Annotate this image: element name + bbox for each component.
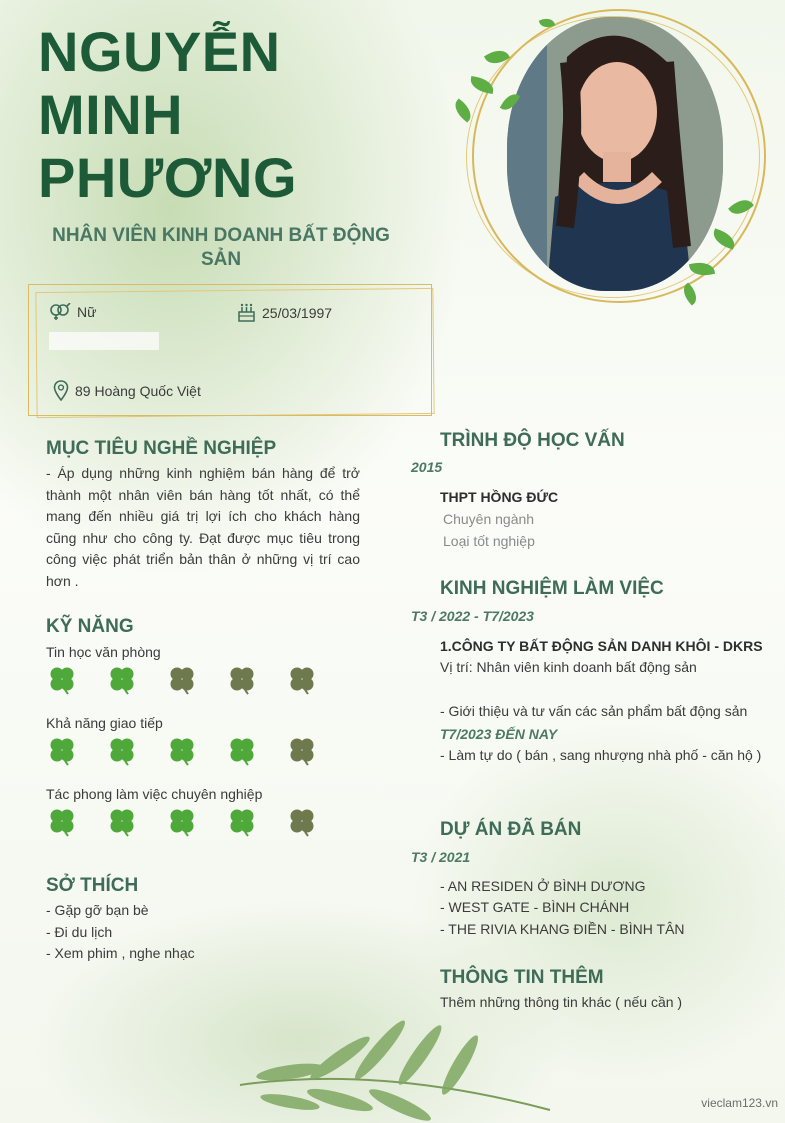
skill-rating xyxy=(46,806,318,838)
hobbies-heading: SỞ THÍCH xyxy=(46,875,139,896)
project-item: - AN RESIDEN Ở BÌNH DƯƠNG xyxy=(440,878,646,894)
gender-row xyxy=(49,303,96,321)
cake-icon xyxy=(237,303,256,322)
skill-rating xyxy=(46,664,318,696)
experience-period-2: T7/2023 ĐẾN NAY xyxy=(440,726,558,742)
skill-label: Tin học văn phòng xyxy=(46,644,161,660)
projects-heading: DỰ ÁN ĐÃ BÁN xyxy=(440,819,582,840)
education-grade: Loại tốt nghiệp xyxy=(443,533,535,549)
skill-label: Tác phong làm việc chuyên nghiệp xyxy=(46,786,263,802)
school-name: THPT HỒNG ĐỨC xyxy=(440,489,559,505)
project-item: - THE RIVIA KHANG ĐIỀN - BÌNH TÂN xyxy=(440,921,685,937)
portrait-illustration xyxy=(507,17,723,291)
clover-filled-icon xyxy=(46,806,78,838)
redacted-field xyxy=(49,332,159,350)
experience-heading: KINH NGHIỆM LÀM VIỆC xyxy=(440,578,664,599)
job-position: Vị trí: Nhân viên kinh doanh bất động sản xyxy=(440,659,697,675)
education-year: 2015 xyxy=(411,459,443,475)
birthday-value: 25/03/1997 xyxy=(262,304,333,321)
clover-filled-icon xyxy=(106,735,138,767)
clover-filled-icon xyxy=(166,735,198,767)
birthday-row xyxy=(237,303,332,322)
clover-filled-icon xyxy=(46,735,78,767)
candidate-name xyxy=(38,20,297,209)
gender-value: Nữ xyxy=(77,304,97,320)
job-duty: - Giới thiệu và tư vấn các sản phẩm bất động sản xyxy=(440,703,748,719)
address-value: 89 Hoàng Quốc Việt xyxy=(75,383,201,399)
skills-heading: KỸ NĂNG xyxy=(46,616,134,637)
experience-period: T3 / 2022 - T7/2023 xyxy=(411,608,534,624)
location-pin-icon xyxy=(53,380,69,402)
job-title: NHÂN VIÊN KINH DOANH BẤT ĐỘNG SẢN xyxy=(52,225,390,270)
clover-filled-icon xyxy=(106,664,138,696)
name-line-1: NGUYỄN xyxy=(38,20,281,83)
extra-info-text: Thêm những thông tin khác ( nếu cần ) xyxy=(440,994,683,1010)
project-item: - WEST GATE - BÌNH CHÁNH xyxy=(440,899,630,915)
avatar-photo xyxy=(507,17,723,291)
clover-empty-icon xyxy=(226,664,258,696)
freelance-text: - Làm tự do ( bán , sang nhượng nhà phố - căn hộ ) xyxy=(440,747,762,763)
education-major: Chuyên ngành xyxy=(443,511,535,527)
extra-info-heading: THÔNG TIN THÊM xyxy=(440,967,604,988)
address-row xyxy=(53,380,201,402)
clover-filled-icon xyxy=(226,806,258,838)
skill-label: Khả năng giao tiếp xyxy=(46,715,163,731)
clover-filled-icon xyxy=(106,806,138,838)
clover-empty-icon xyxy=(286,806,318,838)
name-line-3: PHƯƠNG xyxy=(38,146,298,209)
clover-empty-icon xyxy=(166,664,198,696)
education-heading: TRÌNH ĐỘ HỌC VẤN xyxy=(440,430,625,451)
projects-period: T3 / 2021 xyxy=(411,849,471,865)
hobby-item: - Xem phim , nghe nhạc xyxy=(46,945,195,961)
objective-text: - Áp dụng những kinh nghiệm bán hàng để trở thành một nhân viên bán hàng tốt nhất, có thể mang đến nhiều giá trị lợi ích cho khách hàng cũng như cho công ty. Đạt được mục tiêu trong công việc phát triển bản thân ở những vị trí cao hơn . xyxy=(46,465,360,589)
skill-rating xyxy=(46,735,318,767)
clover-filled-icon xyxy=(226,735,258,767)
fern-decoration xyxy=(230,1010,560,1123)
clover-empty-icon xyxy=(286,735,318,767)
objective-heading: MỤC TIÊU NGHỀ NGHIỆP xyxy=(46,438,277,459)
hobby-item: - Đi du lịch xyxy=(46,924,113,940)
watermark: vieclam123.vn xyxy=(701,1096,778,1110)
gender-icon xyxy=(49,303,71,321)
clover-filled-icon xyxy=(46,664,78,696)
hobby-item: - Gặp gỡ bạn bè xyxy=(46,902,149,918)
clover-empty-icon xyxy=(286,664,318,696)
clover-filled-icon xyxy=(166,806,198,838)
company-name: 1.CÔNG TY BẤT ĐỘNG SẢN DANH KHÔI - DKRS xyxy=(440,638,763,654)
name-line-2: MINH xyxy=(38,83,184,146)
